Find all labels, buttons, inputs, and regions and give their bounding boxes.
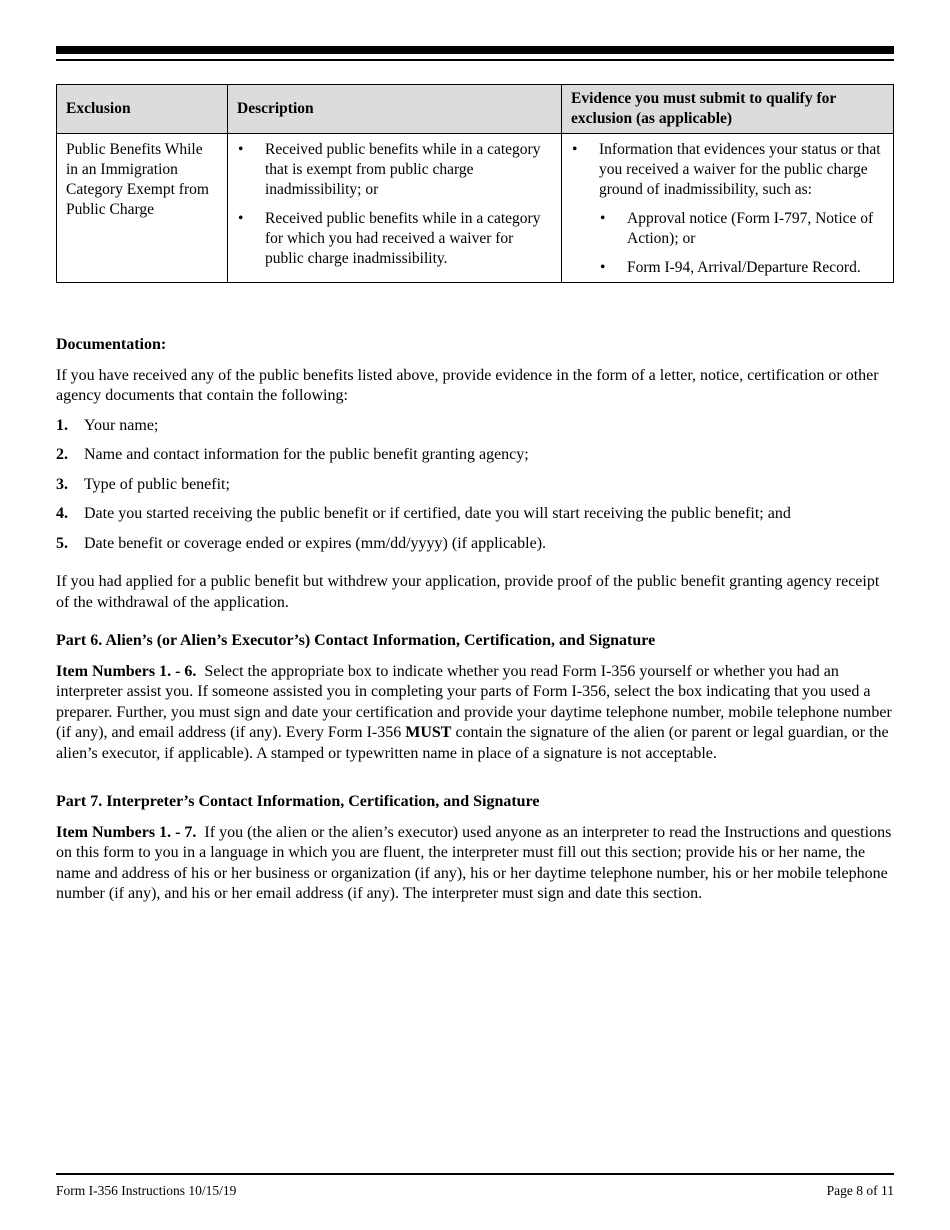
evidence-item [571,140,884,278]
table-row [57,134,894,283]
list-item [56,475,896,496]
list-item [56,416,896,437]
list-text: Your name; [84,416,159,434]
header-evidence: Evidence you must submit to qualify for exclusion (as applicable) [562,85,894,134]
description-item: • Received public benefits while in a category for which you had received a waiver for public charge inadmissibility. [237,209,552,269]
documentation-intro: If you have received any of the public benefits listed above, provide evidence in the form of a letter, notice, certification or other agency documents that contain the following: [56,366,879,404]
evidence-sub-item: • Form I-94, Arrival/Departure Record. [599,258,884,278]
part6-heading: Part 6. Alien’s (or Alien’s Executor’s) Contact Information, Certification, and Signature [56,632,656,649]
list-text: Name and contact information for the public benefit granting agency; [84,446,529,463]
list-text: Date you started receiving the public benefit or if certified, date you will start receiving the public benefit; and [84,505,791,522]
part6-item-label: Item Numbers 1. - 6. [56,662,197,680]
list-number: 4. [56,505,68,522]
list-text: Date benefit or coverage ended or expires (mm/dd/yyyy) (if applicable). [84,534,547,552]
part6-text-a: Select the appropriate box to indicate whether you read Form I-356 yourself or whether you had an interpreter assist you. If someone assisted you in completing your parts of Form I-356, select the box indicating that you used a preparer. Further, you must sign and date your certification and provide your daytime telephone number, mobile telephone number (if any), and email address (if any). Every Form I-356 [56,662,892,741]
part7-heading: Part 7. Interpreter’s Contact Information, Certification, and Signature [56,793,540,810]
evidence-intro: Information that evidences your status or that you received a waiver for the public charge ground of inadmissibility, such as: [599,141,881,198]
header-thin-rule [56,59,894,61]
cell-exclusion: Public Benefits While in an Immigration Category Exempt from Public Charge [57,134,228,283]
table-header-row [57,85,894,134]
evidence-sub-item: • Approval notice (Form I-797, Notice of Action); or [599,209,884,249]
list-item [56,534,896,555]
part7-text [56,823,896,905]
part6-emphasis: MUST [405,724,452,741]
header-thick-rule [56,46,894,54]
cell-evidence [562,134,894,283]
cell-description [228,134,562,283]
list-number: 3. [56,475,68,493]
part6-text [56,662,896,765]
footer-page-number: Page 8 of 11 [826,1183,894,1198]
documentation-closing: If you had applied for a public benefit but withdrew your application, provide proof of the public benefit granting agency receipt of the withdrawal of the application. [56,573,880,611]
list-text: Type of public benefit; [84,475,230,493]
part7-item-label: Item Numbers 1. - 7. [56,823,197,841]
documentation-heading: Documentation: [56,336,167,353]
footer-rule [56,1173,894,1175]
part6-text-b: contain the signature of the alien (or parent or legal guardian, or the alien’s executor, if applicable). A stamped or typewritten name in place of a signature is not acceptable. [56,724,889,762]
list-number: 5. [56,534,68,552]
instructions-body [56,335,896,905]
list-number: 2. [56,446,68,463]
part7-body: If you (the alien or the alien’s executor) used anyone as an interpreter to read the Instructions and questions on this form to you in a language in which you are fluent, the interpreter must fill out this section; provide his or her name, the name and address of his or her business or organization (if any), his or her daytime telephone number, his or her mobile telephone number (if any), and his or her email address (if any). The interpreter must sign and date this section. [56,823,892,902]
header-exclusion: Exclusion [57,85,228,134]
footer-form-name: Form I-356 Instructions 10/15/19 [56,1183,237,1198]
description-item: • Received public benefits while in a category that is exempt from public charge inadmissibility; or [237,140,552,200]
list-number: 1. [56,416,68,434]
list-item [56,504,896,525]
list-item [56,445,896,466]
header-description: Description [228,85,562,134]
exclusion-table [56,84,894,283]
documentation-list [56,416,896,555]
